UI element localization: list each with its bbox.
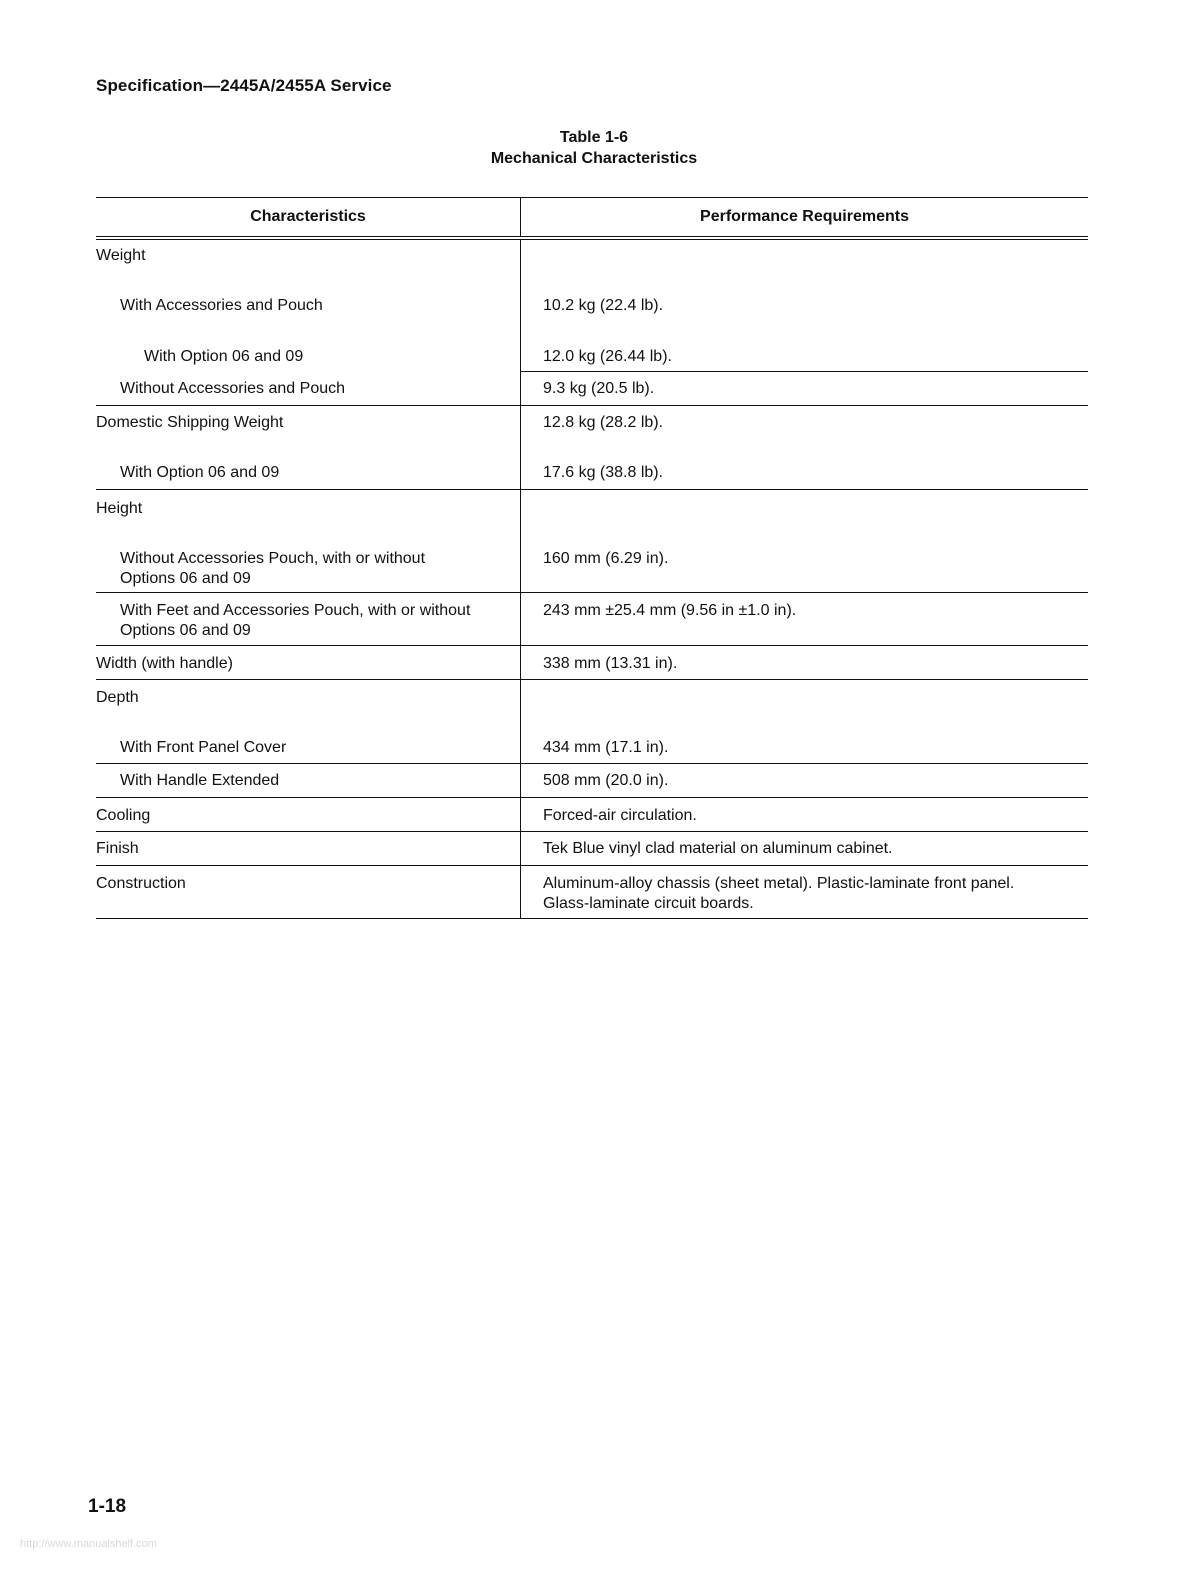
table-caption: [0, 127, 1188, 169]
row-label: Without Accessories and Pouch: [120, 380, 346, 397]
row-value: Glass-laminate circuit boards.: [543, 895, 754, 912]
row-value: 243 mm ±25.4 mm (9.56 in ±1.0 in).: [543, 602, 797, 619]
row-label: With Front Panel Cover: [120, 739, 287, 756]
row-label: Without Accessories Pouch, with or without: [120, 550, 426, 567]
row-value: 17.6 kg (38.8 lb).: [543, 464, 664, 481]
row-label: Options 06 and 09: [120, 622, 251, 639]
row-value: 160 mm (6.29 in).: [543, 550, 669, 567]
row-value: 508 mm (20.0 in).: [543, 772, 669, 789]
table-row: [96, 372, 1088, 406]
row-label: With Option 06 and 09: [144, 348, 304, 365]
row-label: Domestic Shipping Weight: [96, 414, 284, 431]
row-value: 338 mm (13.31 in).: [543, 655, 678, 672]
row-value: Tek Blue vinyl clad material on aluminum cabinet.: [543, 840, 893, 857]
row-value: 12.0 kg (26.44 lb).: [543, 348, 672, 365]
table-row: [96, 680, 1088, 764]
row-label: With Handle Extended: [120, 772, 280, 789]
row-label-depth: Depth: [96, 689, 139, 706]
row-label: Finish: [96, 840, 139, 857]
table-row: [96, 490, 1088, 593]
table-title: Mechanical Characteristics: [490, 150, 698, 167]
table-number: Table 1-6: [559, 129, 629, 146]
row-label: Options 06 and 09: [120, 570, 251, 587]
table-row: [96, 866, 1088, 919]
table-row: [96, 764, 1088, 798]
mechanical-characteristics-table: [96, 197, 1088, 919]
row-value: 12.8 kg (28.2 lb).: [543, 414, 664, 431]
table-row: [96, 832, 1088, 866]
row-value: 9.3 kg (20.5 lb).: [543, 380, 655, 397]
table-row: [96, 406, 1088, 490]
table-row: [96, 798, 1088, 832]
running-header: Specification—2445A/2455A Service: [96, 76, 392, 95]
table-row: [96, 240, 1088, 372]
row-label: Construction: [96, 875, 186, 892]
row-label-weight: Weight: [96, 247, 146, 264]
table-row: [96, 593, 1088, 646]
table-header-row: [96, 198, 1088, 240]
row-label: With Accessories and Pouch: [120, 297, 323, 314]
row-label: With Option 06 and 09: [120, 464, 280, 481]
row-value: Forced-air circulation.: [543, 807, 697, 824]
row-label: Width (with handle): [96, 655, 233, 672]
table-row: [96, 646, 1088, 680]
row-label-height: Height: [96, 500, 143, 517]
page-number: 1-18: [88, 1496, 127, 1517]
watermark: http://www.manualshelf.com: [20, 1538, 157, 1550]
row-label: With Feet and Accessories Pouch, with or without: [120, 602, 471, 619]
row-label: Cooling: [96, 807, 151, 824]
row-value: 434 mm (17.1 in).: [543, 739, 669, 756]
row-value: Aluminum-alloy chassis (sheet metal). Plastic-laminate front panel.: [543, 875, 1015, 892]
column-header-characteristics: Characteristics: [96, 198, 521, 236]
row-value: 10.2 kg (22.4 lb).: [543, 297, 664, 314]
column-header-performance: Performance Requirements: [700, 208, 909, 225]
